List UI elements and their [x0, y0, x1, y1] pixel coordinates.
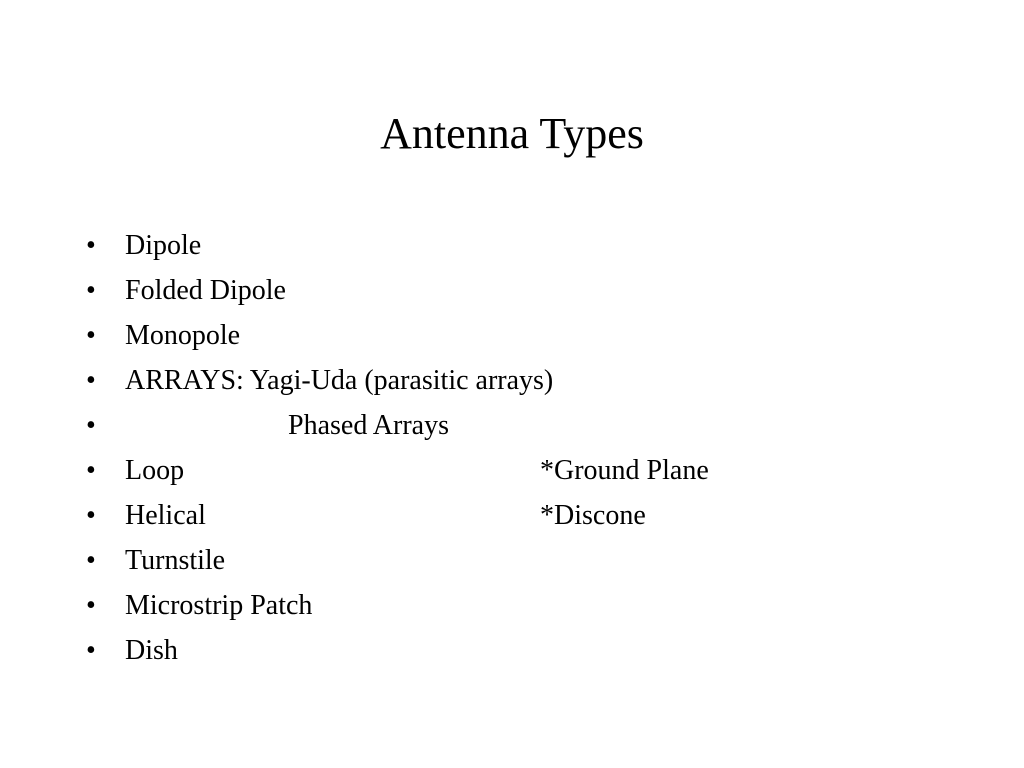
bullet-item-phased-arrays — [0, 403, 1024, 448]
bullet-text: Helical — [125, 500, 206, 531]
bullet-item-microstrip-patch — [0, 583, 1024, 628]
bullet-icon: • — [86, 545, 96, 576]
bullet-icon: • — [86, 410, 96, 441]
bullet-item-dish — [0, 628, 1024, 673]
bullet-text: Folded Dipole — [125, 275, 286, 306]
bullet-item-arrays — [0, 358, 1024, 403]
bullet-text: Monopole — [125, 320, 241, 351]
bullet-text: Dipole — [125, 230, 202, 261]
bullet-item-loop — [0, 448, 1024, 493]
bullet-icon: • — [86, 365, 96, 396]
bullet-extra-text: *Ground Plane — [540, 455, 709, 486]
bullet-item-dipole — [0, 223, 1024, 268]
bullet-text: Microstrip Patch — [125, 590, 313, 621]
bullet-icon: • — [86, 500, 96, 531]
bullet-text: Phased Arrays — [288, 410, 449, 441]
bullet-extra-text: *Discone — [540, 500, 646, 531]
bullet-icon: • — [86, 635, 96, 666]
slide-title: Antenna Types — [380, 109, 644, 158]
bullet-item-folded-dipole — [0, 268, 1024, 313]
bullet-text: ARRAYS: Yagi-Uda (parasitic arrays) — [125, 365, 554, 396]
bullet-icon: • — [86, 275, 96, 306]
bullet-item-monopole — [0, 313, 1024, 358]
bullet-text: Dish — [125, 635, 178, 666]
bullet-item-helical — [0, 493, 1024, 538]
bullet-text: Turnstile — [125, 545, 226, 576]
bullet-icon: • — [86, 320, 96, 351]
bullet-icon: • — [86, 230, 96, 261]
bullet-item-turnstile — [0, 538, 1024, 583]
bullet-list — [0, 223, 1024, 673]
bullet-text: Loop — [125, 455, 185, 486]
bullet-icon: • — [86, 590, 96, 621]
bullet-icon: • — [86, 455, 96, 486]
